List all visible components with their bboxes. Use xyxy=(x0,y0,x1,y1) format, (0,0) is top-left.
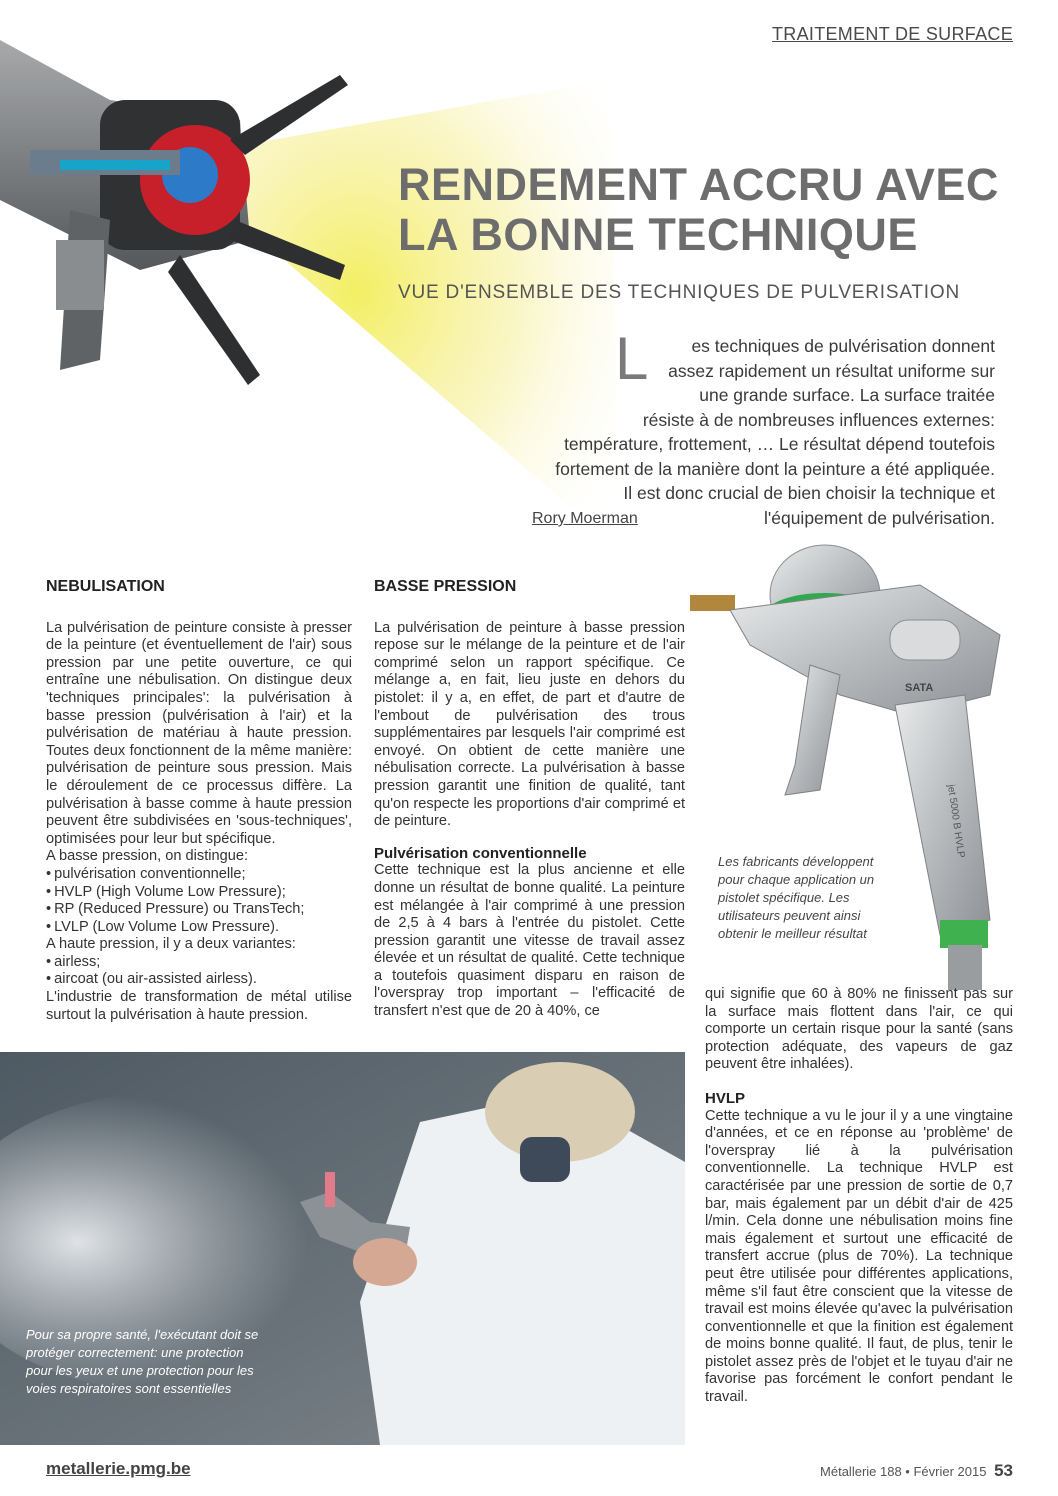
column-nebulisation xyxy=(46,578,352,1024)
title-line-2: LA BONNE TECHNIQUE xyxy=(398,209,918,260)
list-item: • RP (Reduced Pressure) ou TransTech; xyxy=(46,901,352,919)
section-tag: TRAITEMENT DE SURFACE xyxy=(772,24,1013,44)
author-byline: Rory Moerman xyxy=(532,510,638,527)
list-item: • HVLP (High Volume Low Pressure); xyxy=(46,884,352,902)
intro-dropcap: L xyxy=(615,325,649,392)
intro-text: es techniques de pulvérisation donnent assez rapidement un résultat uniforme sur une grande surface. La surface traitée résiste à de nombreuses influences externes: température, frottement, … Le résultat dépend toutefois fortement de la manière dont la peinture a été appliquée. Il est donc crucial de bien choisir la technique et l'équipement de pulvérisation. xyxy=(555,336,995,528)
paragraph: A basse pression, on distingue: xyxy=(46,848,249,865)
low-pressure-list xyxy=(46,866,352,936)
article-intro xyxy=(555,325,995,530)
heading-nebulisation: NEBULISATION xyxy=(46,578,165,595)
footer-issue-info xyxy=(820,1461,1013,1481)
high-pressure-list xyxy=(46,954,352,989)
paragraph: qui signifie que 60 à 80% ne finissent pas sur la surface mais flottent dans l'air, ce qui comporte un certain risque pour la santé (sans protection adéquate, des vapeurs de gaz peuvent être inhalées). xyxy=(705,986,1013,1073)
footer-website-link[interactable]: metallerie.pmg.be xyxy=(46,1459,191,1478)
paragraph: La pulvérisation de peinture consiste à presser de la peinture (et éventuellement de l'air) sous pression par une petite ouverture, ce qui entraîne une nébulisation. On distingue deux 'techniques principales': la pulvérisation à basse pression (pulvérisation à l'air) et la pulvérisation de matériau à haute pression. Toutes deux fonctionnent de la même manière: pulvérisation de peinture sous pression. Mais le déroulement de ce processus diffère. La pulvérisation à basse comme à haute pression peuvent être subdivisées en 'sous-techniques', optimisées pour leur but spécifique. xyxy=(46,619,352,847)
worker-photo-caption: Pour sa propre santé, l'exécutant doit se protéger correctement: une protection pour les yeux et une protection pour les voies respiratoires sont essentielles xyxy=(26,1327,259,1396)
article-subtitle: VUE D'ENSEMBLE DES TECHNIQUES DE PULVERISATION xyxy=(398,282,960,303)
paragraph: Cette technique a vu le jour il y a une vingtaine d'années, et ce en réponse au 'problème' de l'overspray lié à la pulvérisation conventionnelle. La technique HVLP est caractérisée par une pression de sortie de 0,7 bar, mais également par un débit d'air de 425 l/min. Cela donne une nébulisation moins fine mais également et surtout une efficacité de transfert accrue (plus de 70%). La technique peut être utilisée pour différentes applications, même s'il faut être conscient que la vitesse de travail est moins élevée qu'avec la pulvérisation conventionnelle et que la finition est également de moins bonne qualité. Il faut, de plus, tenir le pistolet assez près de l'objet et le tuyau d'air ne favorise pas forcément le confort pendant le travail. xyxy=(705,1107,1013,1406)
paragraph: A haute pression, il y a deux variantes: xyxy=(46,936,296,953)
title-line-1: RENDEMENT ACCRU AVEC xyxy=(398,159,999,210)
list-item: • airless; xyxy=(46,954,352,972)
paragraph: La pulvérisation de peinture à basse pression repose sur le mélange de la peinture et de l'air comprimé selon un rapport spécifique. Ce mélange a, en fait, lieu juste en dehors du pistolet: il y a, en effet, de part et d'autre de l'embout de pulvérisation des trous supplémentaires par lesquels l'air comprimé est envoyé. On obtient de cette manière une nébulisation correcte. La pulvérisation à basse pression garantit une finition de qualité, tant qu'on respecte les proportions d'air comprimé et de peinture. xyxy=(374,619,685,830)
issue-label: Métallerie 188 • Février 2015 xyxy=(820,1464,987,1479)
gun-model-label: jet 5000 B HVLP xyxy=(945,783,967,859)
column-hvlp xyxy=(705,986,1013,1407)
page-number: 53 xyxy=(994,1461,1013,1480)
gun-photo-caption: Les fabricants développent pour chaque application un pistolet spécifique. Les utilisateurs peuvent ainsi obtenir le meilleur résultat xyxy=(718,854,875,941)
article-title xyxy=(398,160,1018,260)
column-basse-pression xyxy=(374,578,685,1021)
heading-hvlp: HVLP xyxy=(705,1089,746,1107)
paragraph: L'industrie de transformation de métal utilise surtout la pulvérisation à haute pression. xyxy=(46,989,352,1023)
list-item: • LVLP (Low Volume Low Pressure). xyxy=(46,919,352,937)
gun-brand-label: SATA xyxy=(905,682,934,694)
list-item: • pulvérisation conventionnelle; xyxy=(46,866,352,884)
list-item: • aircoat (ou air-assisted airless). xyxy=(46,971,352,989)
subheading-conventionnelle: Pulvérisation conventionnelle xyxy=(374,844,587,862)
paragraph: Cette technique est la plus ancienne et elle donne un résultat de bonne qualité. La peinture est mélangée à l'air comprimé à une pression de 2,5 à 4 bars à l'entrée du pistolet. Cette pression garantit une vitesse de travail assez élevée et un résultat de qualité. Cette technique a toutefois quasiment disparu en raison de l'overspray trop important – l'efficacité de transfert n'est que de 20 à 40%, ce xyxy=(374,862,685,1020)
heading-basse-pression: BASSE PRESSION xyxy=(374,578,517,595)
